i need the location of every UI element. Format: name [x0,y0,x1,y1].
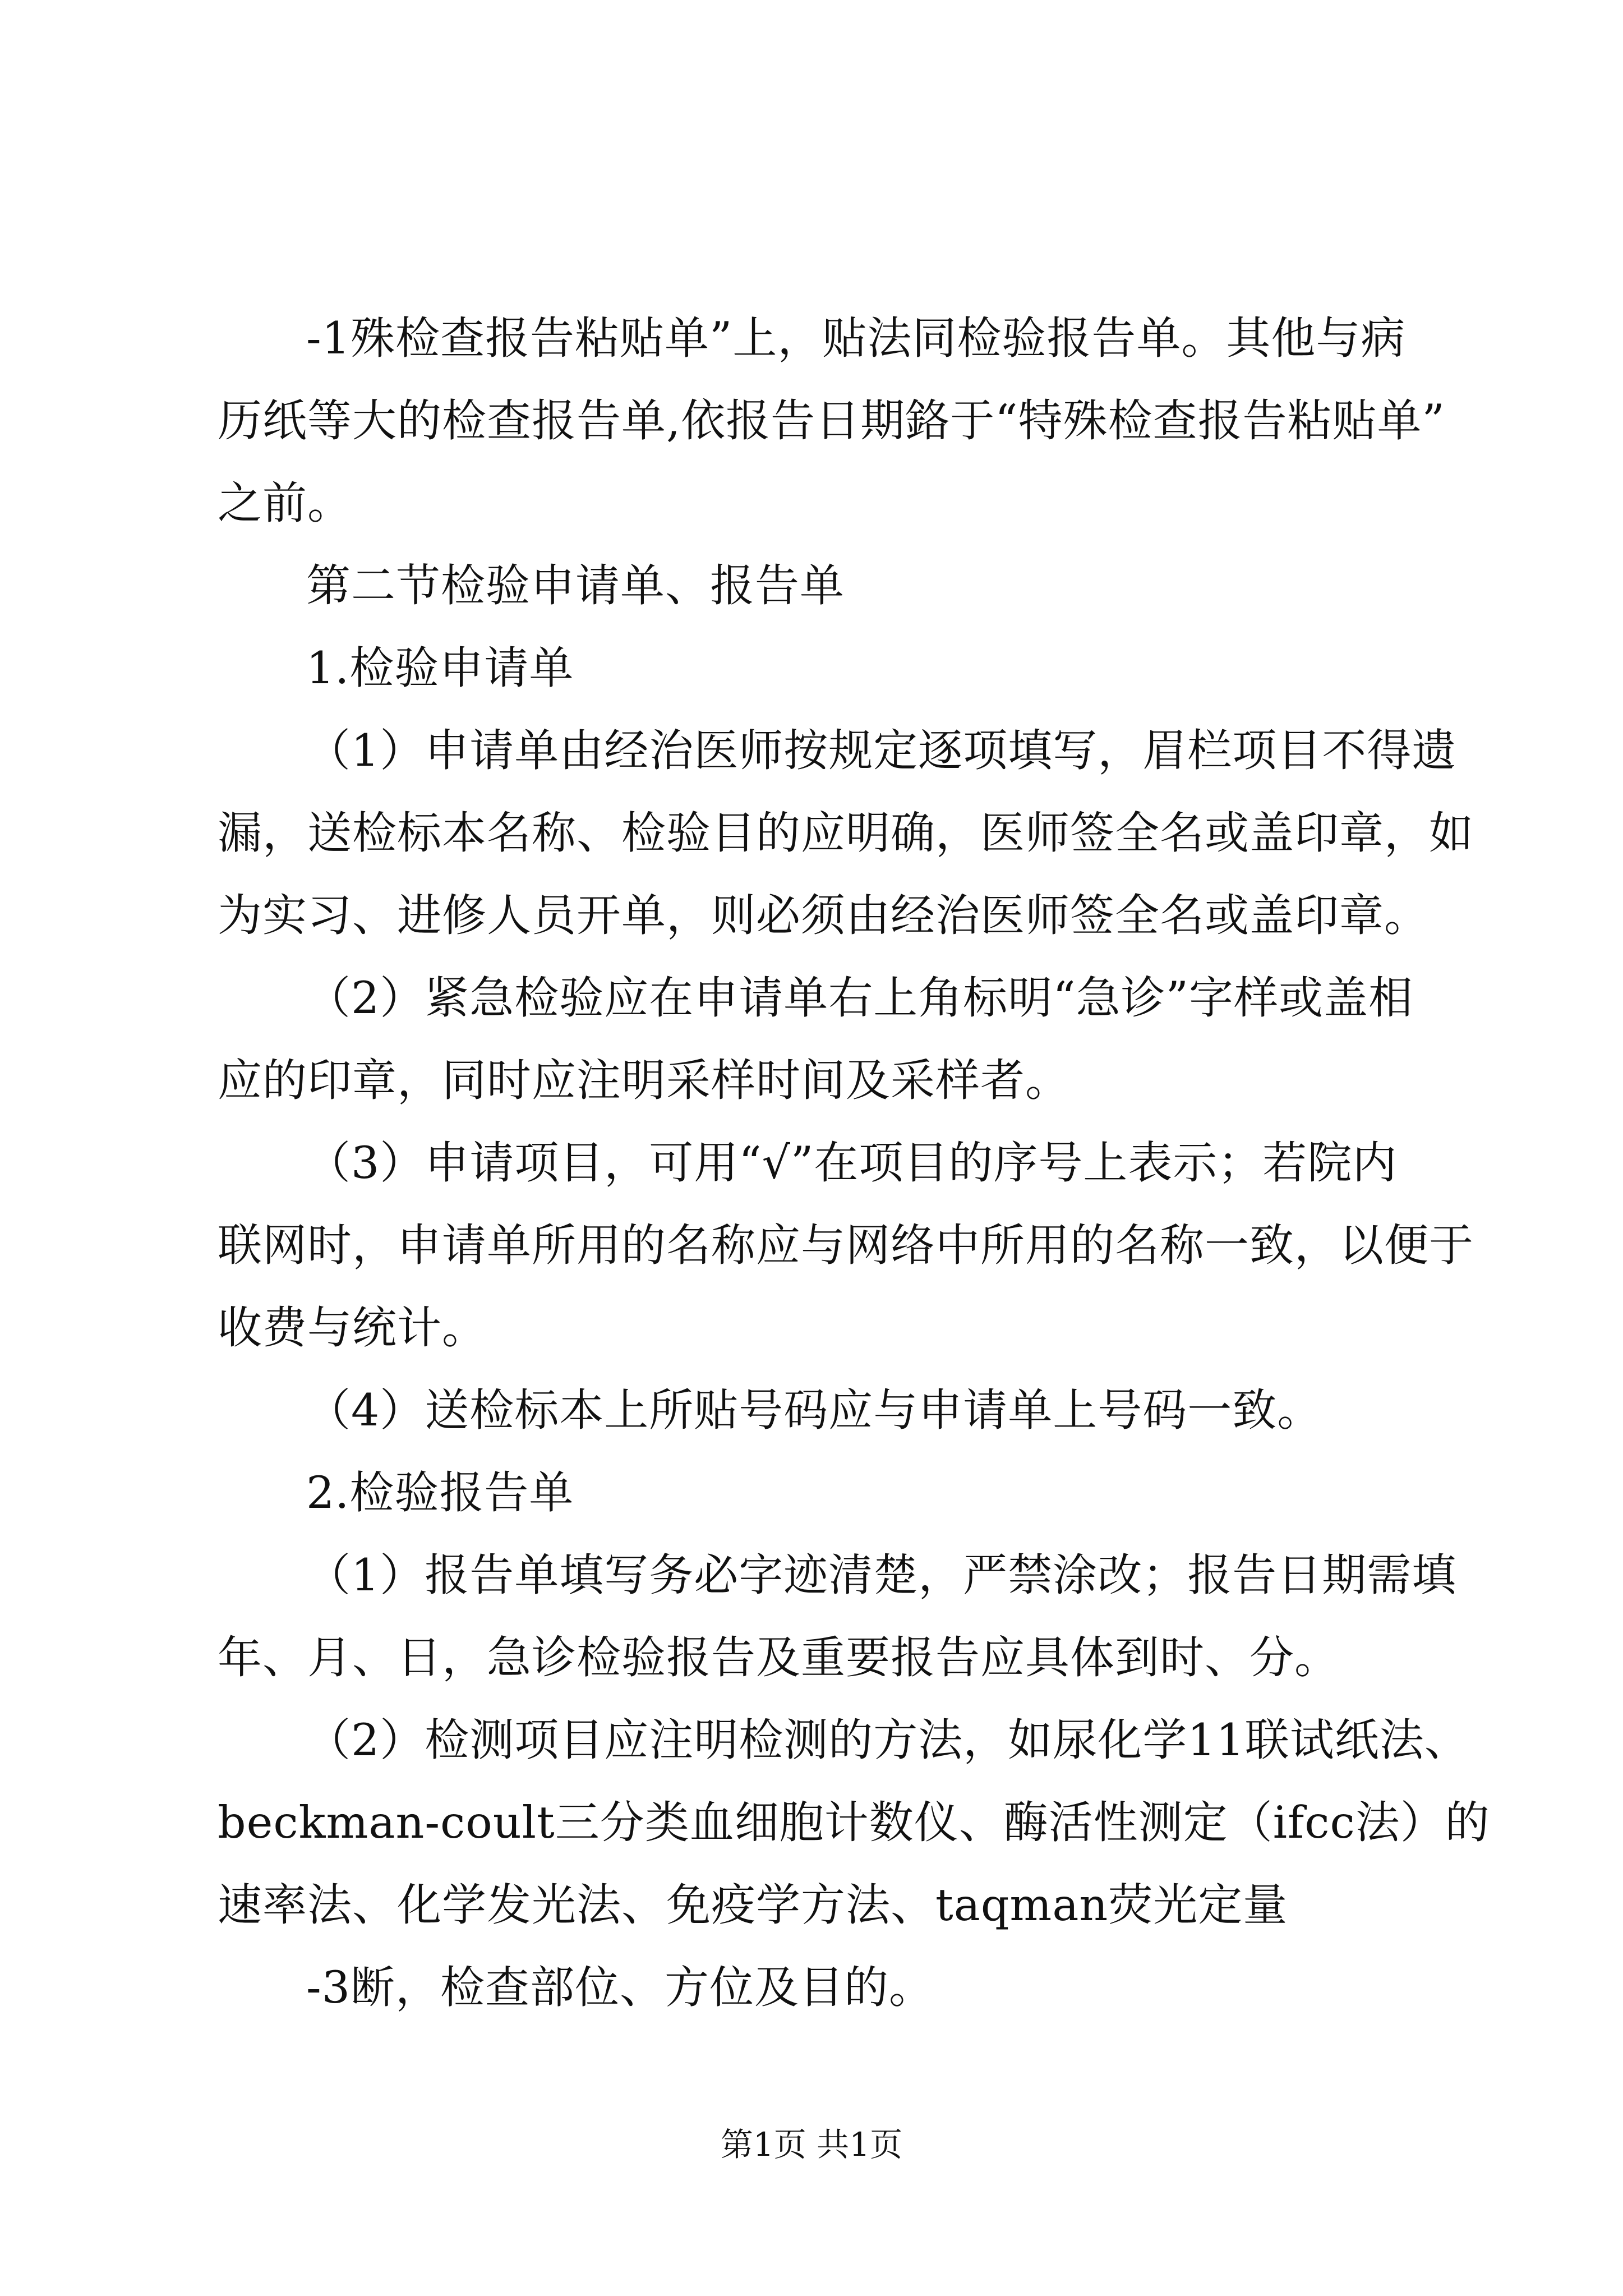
text-line: （1）申请单由经治医师按规定逐项填写，眉栏项目不得遗 [306,725,1457,776]
text-line: （4）送检标本上所贴号码应与申请单上号码一致。 [306,1384,1322,1436]
text-line: 年、月、日，急诊检验报告及重要报告应具体到时、分。 [218,1632,1339,1683]
section-heading: 第二节检验申请单、报告单 [306,560,845,611]
subsection-heading: 1.检验申请单 [306,642,574,694]
text-line: beckman-coult三分类血细胞计数仪、酶活性测定（ifcc法）的 [218,1797,1490,1848]
text-line: 为实习、进修人员开单，则必须由经治医师签全名或盖印章。 [218,890,1429,941]
text-line: 速率法、化学发光法、免疫学方法、taqman荧光定量 [218,1879,1288,1931]
text-line: （2）紧急检验应在申请单右上角标明“急诊”字样或盖相 [306,972,1414,1024]
text-line: 之前。 [218,477,352,529]
text-line: -1殊检查报告粘贴单”上，贴法同检验报告单。其他与病 [306,312,1406,364]
text-line: 收费与统计。 [218,1302,487,1354]
text-line: 漏，送检标本名称、检验目的应明确，医师签全名或盖印章，如 [218,807,1474,859]
text-line: （1）报告单填写务必字迹清楚，严禁涂改；报告日期需填 [306,1549,1457,1601]
text-line: 应的印章，同时应注明采样时间及采样者。 [218,1055,1070,1106]
text-line: 历纸等大的检查报告单,依报告日期鉻于“特殊检查报告粘贴单” [218,395,1445,447]
text-line: 联网时，申请单所用的名称应与网络中所用的名称一致，以便于 [218,1220,1474,1271]
page-footer: 第1页 共1页 [720,2125,903,2164]
document-body [218,297,1490,2029]
text-line: -3断，检查部位、方位及目的。 [306,1962,934,2013]
text-line: （2）检测项目应注明检测的方法，如尿化学11联试纸法、 [306,1714,1469,1766]
text-line: （3）申请项目，可用“√”在项目的序号上表示；若院内 [306,1137,1398,1189]
subsection-heading: 2.检验报告单 [306,1467,574,1519]
